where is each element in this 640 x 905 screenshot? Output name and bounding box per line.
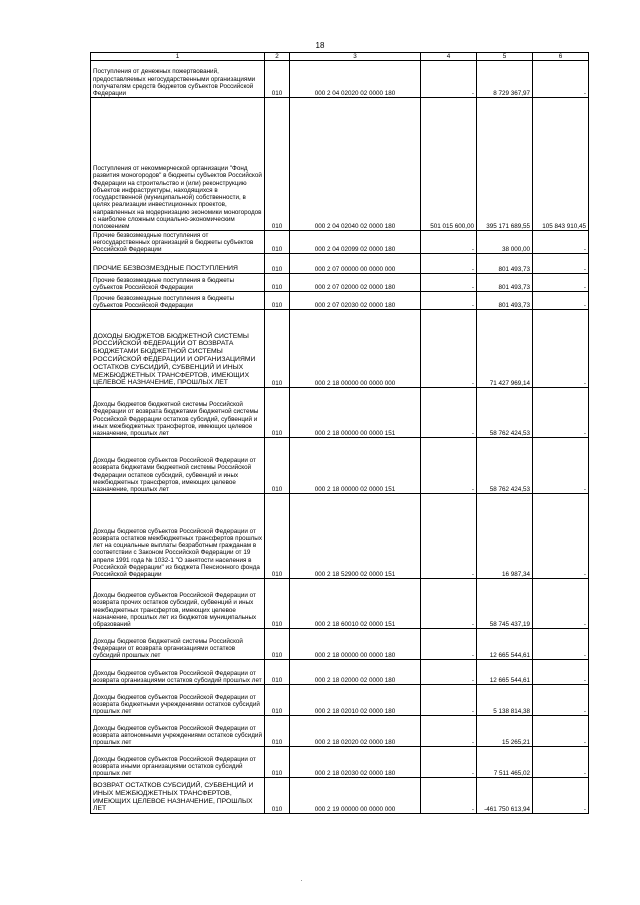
- line-code: 010: [265, 778, 290, 814]
- row-name: Доходы бюджетов бюджетной системы Российской Федерации от возврата бюджетами бюджетной системы Российской Федерации остатков субсидий, субвенций и иных межбюджетных трансфертов, имеющих целевое назначение, прошлых лет: [91, 388, 265, 438]
- approved-amount: -: [421, 438, 477, 494]
- row-name: ПРОЧИЕ БЕЗВОЗМЕЗДНЫЕ ПОСТУПЛЕНИЯ: [91, 254, 265, 274]
- unexecuted-amount: -: [533, 388, 589, 438]
- row-name: Доходы бюджетов бюджетной системы Российской Федерации от возврата организациями остатков субсидий прошлых лет: [91, 629, 265, 660]
- approved-amount: -: [421, 629, 477, 660]
- line-code: 010: [265, 716, 290, 747]
- table-row: [91, 310, 589, 388]
- table-row: [91, 494, 589, 579]
- page-number: 18: [315, 41, 325, 50]
- budget-execution-table: [90, 52, 589, 814]
- approved-amount: -: [421, 579, 477, 629]
- executed-amount: -461 750 613,94: [477, 778, 533, 814]
- approved-amount: -: [421, 685, 477, 716]
- line-code: 010: [265, 254, 290, 274]
- unexecuted-amount: -: [533, 61, 589, 98]
- column-number: 5: [477, 53, 533, 61]
- executed-amount: 5 138 814,38: [477, 685, 533, 716]
- line-code: 010: [265, 310, 290, 388]
- budget-classification-code: 000 2 04 02040 02 0000 180: [290, 98, 421, 231]
- line-code: 010: [265, 388, 290, 438]
- row-name: ДОХОДЫ БЮДЖЕТОВ БЮДЖЕТНОЙ СИСТЕМЫ РОССИЙСКОЙ ФЕДЕРАЦИИ ОТ ВОЗВРАТА БЮДЖЕТАМИ БЮДЖЕТНОЙ СИСТЕМЫ РОССИЙСКОЙ ФЕДЕРАЦИИ И ОРГАНИЗАЦИЯМИ ОСТАТКОВ СУБСИДИЙ, СУБВЕНЦИЙ И ИНЫХ МЕЖБЮДЖЕТНЫХ ТРАНСФЕРТОВ, ИМЕЮЩИХ ЦЕЛЕВОЕ НАЗНАЧЕНИЕ, ПРОШЛЫХ ЛЕТ: [91, 310, 265, 388]
- line-code: 010: [265, 274, 290, 292]
- approved-amount: -: [421, 310, 477, 388]
- executed-amount: 395 171 689,55: [477, 98, 533, 231]
- table-row: [91, 716, 589, 747]
- column-number: 2: [265, 53, 290, 61]
- row-name: Доходы бюджетов субъектов Российской Федерации от возврата бюджетными учреждениями остатков субсидий прошлых лет: [91, 685, 265, 716]
- approved-amount: 501 015 600,00: [421, 98, 477, 231]
- table-row: [91, 660, 589, 685]
- table-row: [91, 231, 589, 254]
- budget-classification-code: 000 2 18 02000 02 0000 180: [290, 660, 421, 685]
- table-row: [91, 438, 589, 494]
- column-number: 3: [290, 53, 421, 61]
- executed-amount: 58 762 424,53: [477, 388, 533, 438]
- unexecuted-amount: -: [533, 438, 589, 494]
- budget-classification-code: 000 2 18 00000 00 0000 000: [290, 310, 421, 388]
- row-name: Доходы бюджетов субъектов Российской Федерации от возврата иными организациями остатков субсидий прошлых лет: [91, 747, 265, 778]
- line-code: 010: [265, 494, 290, 579]
- row-name: Прочие безвозмездные поступления от негосударственных организаций в бюджеты субъектов Российской Федерации: [91, 231, 265, 254]
- line-code: 010: [265, 629, 290, 660]
- executed-amount: 12 665 544,61: [477, 629, 533, 660]
- column-number-row: [91, 53, 589, 61]
- unexecuted-amount: -: [533, 231, 589, 254]
- budget-classification-code: 000 2 07 02000 02 0000 180: [290, 274, 421, 292]
- table-row: [91, 292, 589, 310]
- row-name: Доходы бюджетов субъектов Российской Федерации от возврата остатков межбюджетных трансфертов прошлых лет на социальные выплаты безработным гражданам в соответствии с Законом Российской Федерации от 19 апреля 1991 года № 1032-1 "О занятости населения в Российской Федерации" из бюджета Пенсионного фонда Российской Федерации: [91, 494, 265, 579]
- table-row: [91, 778, 589, 814]
- approved-amount: -: [421, 660, 477, 685]
- unexecuted-amount: -: [533, 629, 589, 660]
- unexecuted-amount: -: [533, 660, 589, 685]
- table-row: [91, 685, 589, 716]
- scan-speck: [301, 880, 302, 881]
- executed-amount: 7 511 465,02: [477, 747, 533, 778]
- table-row: [91, 747, 589, 778]
- executed-amount: 8 729 367,97: [477, 61, 533, 98]
- budget-classification-code: 000 2 18 00000 02 0000 151: [290, 438, 421, 494]
- budget-classification-code: 000 2 18 00000 00 0000 180: [290, 629, 421, 660]
- line-code: 010: [265, 660, 290, 685]
- table-row: [91, 579, 589, 629]
- budget-classification-code: 000 2 19 00000 00 0000 000: [290, 778, 421, 814]
- table-row: [91, 254, 589, 274]
- row-name: Прочие безвозмездные поступления в бюджеты субъектов Российской Федерации: [91, 292, 265, 310]
- executed-amount: 71 427 969,14: [477, 310, 533, 388]
- line-code: 010: [265, 579, 290, 629]
- row-name: ВОЗВРАТ ОСТАТКОВ СУБСИДИЙ, СУБВЕНЦИЙ И ИНЫХ МЕЖБЮДЖЕТНЫХ ТРАНСФЕРТОВ, ИМЕЮЩИХ ЦЕЛЕВОЕ НАЗНАЧЕНИЕ, ПРОШЛЫХ ЛЕТ: [91, 778, 265, 814]
- unexecuted-amount: -: [533, 747, 589, 778]
- approved-amount: -: [421, 716, 477, 747]
- executed-amount: 801 493,73: [477, 292, 533, 310]
- budget-classification-code: 000 2 07 00000 00 0000 000: [290, 254, 421, 274]
- approved-amount: -: [421, 274, 477, 292]
- line-code: 010: [265, 685, 290, 716]
- unexecuted-amount: -: [533, 685, 589, 716]
- executed-amount: 12 665 544,61: [477, 660, 533, 685]
- column-number: 4: [421, 53, 477, 61]
- unexecuted-amount: -: [533, 778, 589, 814]
- approved-amount: -: [421, 388, 477, 438]
- unexecuted-amount: -: [533, 579, 589, 629]
- executed-amount: 16 987,34: [477, 494, 533, 579]
- approved-amount: -: [421, 747, 477, 778]
- unexecuted-amount: -: [533, 254, 589, 274]
- column-number: 1: [91, 53, 265, 61]
- table-row: [91, 629, 589, 660]
- row-name: Доходы бюджетов субъектов Российской Федерации от возврата организациями остатков субсидий прошлых лет: [91, 660, 265, 685]
- table-row: [91, 98, 589, 231]
- executed-amount: 801 493,73: [477, 254, 533, 274]
- budget-classification-code: 000 2 18 02020 02 0000 180: [290, 716, 421, 747]
- line-code: 010: [265, 438, 290, 494]
- unexecuted-amount: -: [533, 716, 589, 747]
- column-number: 6: [533, 53, 589, 61]
- executed-amount: 801 493,73: [477, 274, 533, 292]
- budget-classification-code: 000 2 18 00000 00 0000 151: [290, 388, 421, 438]
- budget-classification-code: 000 2 07 02030 02 0000 180: [290, 292, 421, 310]
- row-name: Поступления от некоммерческой организации "Фонд развития моногородов" в бюджеты субъектов Российской Федерации на строительство и (или) реконструкцию объектов инфраструктуры, находящихся в государственной (муниципальной) собственности, в целях реализации инвестиционных проектов, направленных на модернизацию экономики моногородов с наиболее сложным социально-экономическим положением: [91, 98, 265, 231]
- row-name: Доходы бюджетов субъектов Российской Федерации от возврата автономными учреждениями остатков субсидий прошлых лет: [91, 716, 265, 747]
- unexecuted-amount: -: [533, 274, 589, 292]
- executed-amount: 38 000,00: [477, 231, 533, 254]
- unexecuted-amount: -: [533, 494, 589, 579]
- budget-classification-code: 000 2 18 60010 02 0000 151: [290, 579, 421, 629]
- unexecuted-amount: -: [533, 292, 589, 310]
- line-code: 010: [265, 98, 290, 231]
- executed-amount: 58 762 424,53: [477, 438, 533, 494]
- budget-classification-code: 000 2 04 02099 02 0000 180: [290, 231, 421, 254]
- budget-classification-code: 000 2 18 02010 02 0000 180: [290, 685, 421, 716]
- budget-classification-code: 000 2 04 02020 02 0000 180: [290, 61, 421, 98]
- row-name: Доходы бюджетов субъектов Российской Федерации от возврата прочих остатков субсидий, субвенций и иных межбюджетных трансфертов, имеющих целевое назначение, прошлых лет из бюджетов муниципальных образований: [91, 579, 265, 629]
- approved-amount: -: [421, 61, 477, 98]
- table-row: [91, 388, 589, 438]
- row-name: Доходы бюджетов субъектов Российской Федерации от возврата бюджетами бюджетной системы Российской Федерации остатков субсидий, субвенций и иных межбюджетных трансфертов, имеющих целевое назначение, прошлых лет: [91, 438, 265, 494]
- approved-amount: -: [421, 778, 477, 814]
- unexecuted-amount: 105 843 910,45: [533, 98, 589, 231]
- row-name: Прочие безвозмездные поступления в бюджеты субъектов Российской Федерации: [91, 274, 265, 292]
- approved-amount: -: [421, 254, 477, 274]
- line-code: 010: [265, 61, 290, 98]
- line-code: 010: [265, 231, 290, 254]
- table-row: [91, 274, 589, 292]
- line-code: 010: [265, 292, 290, 310]
- unexecuted-amount: -: [533, 310, 589, 388]
- table-row: [91, 61, 589, 98]
- budget-classification-code: 000 2 18 02030 02 0000 180: [290, 747, 421, 778]
- executed-amount: 58 745 437,19: [477, 579, 533, 629]
- approved-amount: -: [421, 494, 477, 579]
- budget-classification-code: 000 2 18 52900 02 0000 151: [290, 494, 421, 579]
- approved-amount: -: [421, 231, 477, 254]
- approved-amount: -: [421, 292, 477, 310]
- row-name: Поступления от денежных пожертвований, предоставляемых негосударственными организациями получателям средств бюджетов субъектов Российской Федерации: [91, 61, 265, 98]
- executed-amount: 15 265,21: [477, 716, 533, 747]
- line-code: 010: [265, 747, 290, 778]
